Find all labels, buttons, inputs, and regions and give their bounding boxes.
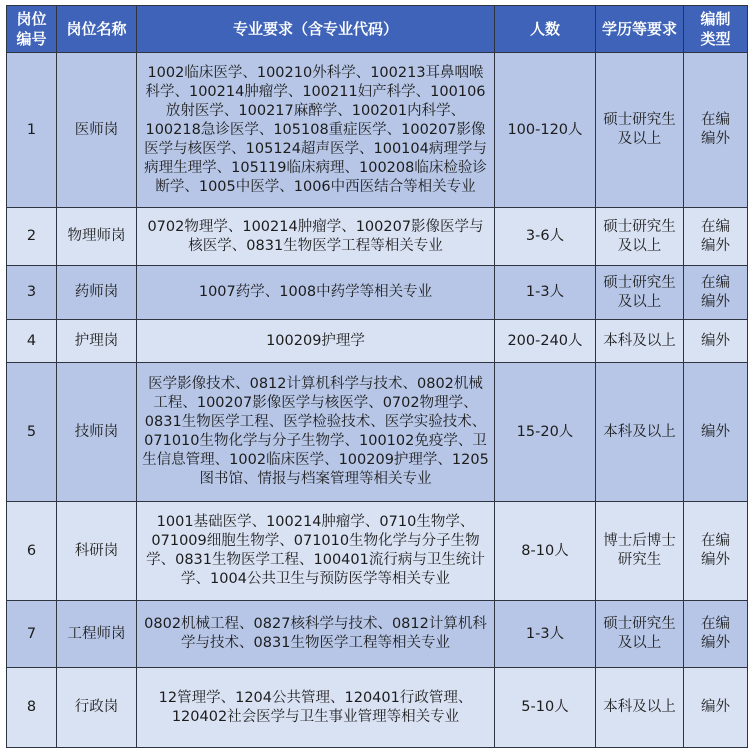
row-id: 4 (7, 320, 57, 363)
table-row (7, 208, 748, 266)
row-edu-text: 硕士研究生及以上 (603, 274, 676, 310)
table-row (7, 266, 748, 320)
row-id: 1 (7, 53, 57, 208)
row-type (684, 502, 748, 601)
row-type (684, 266, 748, 320)
row-count: 100-120人 (495, 53, 596, 208)
row-type (684, 53, 748, 208)
row-name: 科研岗 (57, 502, 137, 601)
header-id-text: 岗位编号 (16, 10, 47, 48)
row-type-text: 在编编外 (701, 616, 730, 651)
row-type-text: 在编编外 (701, 218, 730, 254)
row-count: 1-3人 (495, 601, 596, 668)
row-type-text: 在编编外 (701, 112, 730, 147)
row-major: 12管理学、1204公共管理、120401行政管理、120402社会医学与卫生事业管理等相关专业 (137, 668, 495, 748)
row-name: 护理岗 (57, 320, 137, 363)
row-name: 药师岗 (57, 266, 137, 320)
row-type (684, 601, 748, 668)
row-id: 6 (7, 502, 57, 601)
header-id (7, 6, 57, 53)
row-name: 物理师岗 (57, 208, 137, 266)
row-count: 200-240人 (495, 320, 596, 363)
table-row (7, 668, 748, 748)
row-edu: 本科及以上 (596, 363, 684, 502)
header-row (7, 6, 748, 53)
row-edu (596, 266, 684, 320)
header-type-text: 编制类型 (700, 10, 731, 48)
row-edu: 本科及以上 (596, 320, 684, 363)
row-edu (596, 601, 684, 668)
row-edu (596, 53, 684, 208)
row-major: 0702物理学、100214肿瘤学、100207影像医学与核医学、0831生物医学工程等相关专业 (137, 208, 495, 266)
row-count: 5-10人 (495, 668, 596, 748)
row-major: 1007药学、1008中药学等相关专业 (137, 266, 495, 320)
row-id: 8 (7, 668, 57, 748)
header-name: 岗位名称 (57, 6, 137, 53)
table-row (7, 53, 748, 208)
row-type-text: 在编编外 (701, 533, 730, 568)
table-row (7, 363, 748, 502)
row-id: 2 (7, 208, 57, 266)
row-edu-text: 硕士研究生及以上 (603, 218, 676, 254)
table-row (7, 502, 748, 601)
row-edu-text: 硕士研究生及以上 (603, 112, 676, 147)
table-row (7, 601, 748, 668)
table-row (7, 320, 748, 363)
row-type: 编外 (684, 320, 748, 363)
row-name: 技师岗 (57, 363, 137, 502)
row-count: 8-10人 (495, 502, 596, 601)
row-count: 3-6人 (495, 208, 596, 266)
header-count: 人数 (495, 6, 596, 53)
row-edu (596, 502, 684, 601)
header-major: 专业要求（含专业代码） (137, 6, 495, 53)
row-major: 医学影像技术、0812计算机科学与技术、0802机械工程、100207影像医学与核医学、0702物理学、0831生物医学工程、医学检验技术、医学实验技术、071010生物化学与分子生物学、100102免疫学、卫生信息管理、1002临床医学、100209护理学、1205图书馆、情报与档案管理等相关专业 (137, 363, 495, 502)
row-major: 0802机械工程、0827核科学与技术、0812计算机科学与技术、0831生物医学工程等相关专业 (137, 601, 495, 668)
row-id: 7 (7, 601, 57, 668)
row-id: 3 (7, 266, 57, 320)
row-name: 工程师岗 (57, 601, 137, 668)
row-id: 5 (7, 363, 57, 502)
row-type: 编外 (684, 363, 748, 502)
row-edu-text: 硕士研究生及以上 (603, 616, 676, 651)
row-major: 100209护理学 (137, 320, 495, 363)
row-type: 编外 (684, 668, 748, 748)
row-type-text: 在编编外 (701, 274, 730, 310)
row-edu-text: 博士后博士研究生 (603, 533, 676, 568)
row-major: 1001基础医学、100214肿瘤学、0710生物学、071009细胞生物学、071010生物化学与分子生物学、0831生物医学工程、100401流行病与卫生统计学、1004公共卫生与预防医学等相关专业 (137, 502, 495, 601)
row-count: 1-3人 (495, 266, 596, 320)
row-name: 医师岗 (57, 53, 137, 208)
row-major: 1002临床医学、100210外科学、100213耳鼻咽喉科学、100214肿瘤学、100211妇产科学、100106放射医学、100217麻醉学、100201内科学、100218急诊医学、105108重症医学、100207影像医学与核医学、105124超声医学、100104病理学与病理生理学、105119临床病理、100208临床检验诊断学、1005中医学、1006中西医结合等相关专业 (137, 53, 495, 208)
header-type (684, 6, 748, 53)
row-name: 行政岗 (57, 668, 137, 748)
header-edu: 学历等要求 (596, 6, 684, 53)
row-edu: 本科及以上 (596, 668, 684, 748)
row-type (684, 208, 748, 266)
job-requirements-table (6, 5, 748, 748)
row-edu (596, 208, 684, 266)
row-count: 15-20人 (495, 363, 596, 502)
